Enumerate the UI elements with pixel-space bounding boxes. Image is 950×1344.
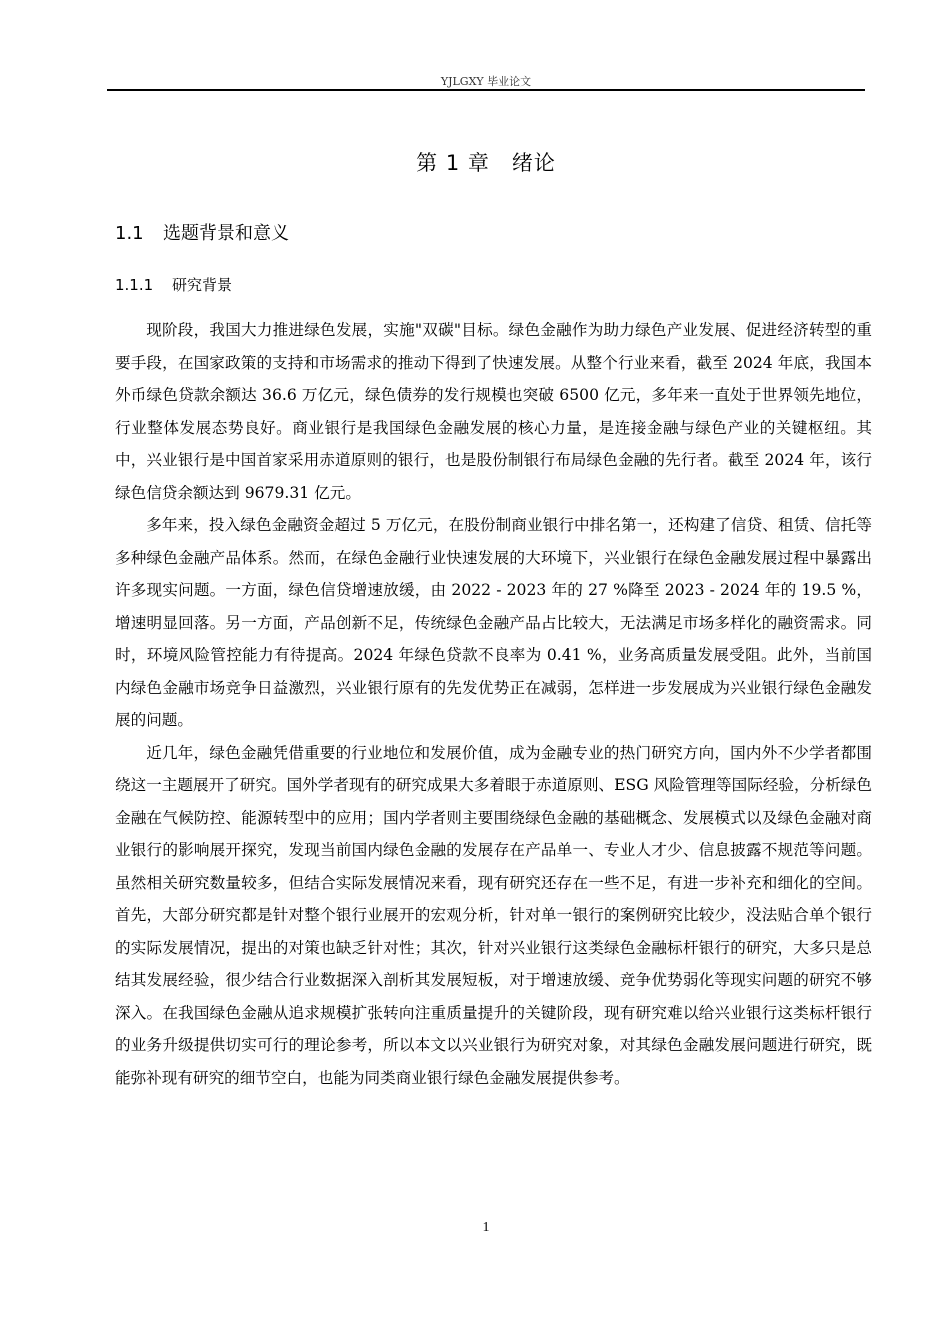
subsection-title-text: 研究背景	[172, 276, 233, 294]
body-text	[115, 314, 872, 1094]
page-number: 1	[482, 1220, 490, 1235]
chapter-name: 绪论	[511, 151, 556, 175]
paragraph: 近几年，绿色金融凭借重要的行业地位和发展价值，成为金融专业的热门研究方向，国内外不少学者都围绕这一主题展开了研究。国外学者现有的研究成果大多着眼于赤道原则、ESG 风险管理等国际经验，分析绿色金融在气候防控、能源转型中的应用；国内学者则主要围绕绿色金融的基础概念、发展模式以及绿色金融对商业银行的影响展开探究，发现当前国内绿色金融的发展存在产品单一、专业人才少、信息披露不规范等问题。虽然相关研究数量较多，但结合实际发展情况来看，现有研究还存在一些不足，有进一步补充和细化的空间。首先，大部分研究都是针对整个银行业展开的宏观分析，针对单一银行的案例研究比较少，没法贴合单个银行的实际发展情况，提出的对策也缺乏针对性；其次，针对兴业银行这类绿色金融标杆银行的研究，大多只是总结其发展经验，很少结合行业数据深入剖析其发展短板，对于增速放缓、竞争优势弱化等现实问题的研究不够深入。在我国绿色金融从追求规模扩张转向注重质量提升的关键阶段，现有研究难以给兴业银行这类标杆银行的业务升级提供切实可行的理论参考，所以本文以兴业银行为研究对象，对其绿色金融发展问题进行研究，既能弥补现有研究的细节空白，也能为同类商业银行绿色金融发展提供参考。	[115, 743, 872, 1087]
paragraph: 多年来，投入绿色金融资金超过 5 万亿元，在股份制商业银行中排名第一，还构建了信贷、租赁、信托等多种绿色金融产品体系。然而，在绿色金融行业快速发展的大环境下，兴业银行在绿色金融发展过程中暴露出许多现实问题。一方面，绿色信贷增速放缓，由 2022 - 2023 年的 27 %降至 2023 - 2024 年的 19.5 %，增速明显回落。另一方面，产品创新不足，传统绿色金融产品占比较大，无法满足市场多样化的融资需求。同时，环境风险管控能力有待提高。2024 年绿色贷款不良率为 0.41 %，业务高质量发展受阻。此外，当前国内绿色金融市场竞争日益激烈，兴业银行原有的先发优势正在减弱，怎样进一步发展成为兴业银行绿色金融发展的问题。	[115, 516, 872, 729]
section-title-text: 选题背景和意义	[163, 223, 289, 244]
chapter-number: 第 1 章	[416, 151, 490, 175]
header-rule	[107, 89, 865, 91]
chapter-title	[107, 148, 865, 178]
section-heading	[115, 221, 289, 247]
page-header: YJLGXY 毕业论文	[440, 75, 532, 88]
subsection-number: 1.1.1	[115, 276, 154, 294]
section-number: 1.1	[115, 223, 144, 244]
paragraph: 现阶段，我国大力推进绿色发展，实施"双碳"目标。绿色金融作为助力绿色产业发展、促进经济转型的重要手段，在国家政策的支持和市场需求的推动下得到了快速发展。从整个行业来看，截至 2024 年底，我国本外币绿色贷款余额达 36.6 万亿元，绿色债券的发行规模也突破 6500 亿元，多年来一直处于世界领先地位，行业整体发展态势良好。商业银行是我国绿色金融发展的核心力量，是连接金融与绿色产业的关键枢纽。其中，兴业银行是中国首家采用赤道原则的银行，也是股份制银行布局绿色金融的先行者。截至 2024 年，该行绿色信贷余额达到 9679.31 亿元。	[115, 321, 872, 502]
subsection-heading	[115, 273, 232, 297]
